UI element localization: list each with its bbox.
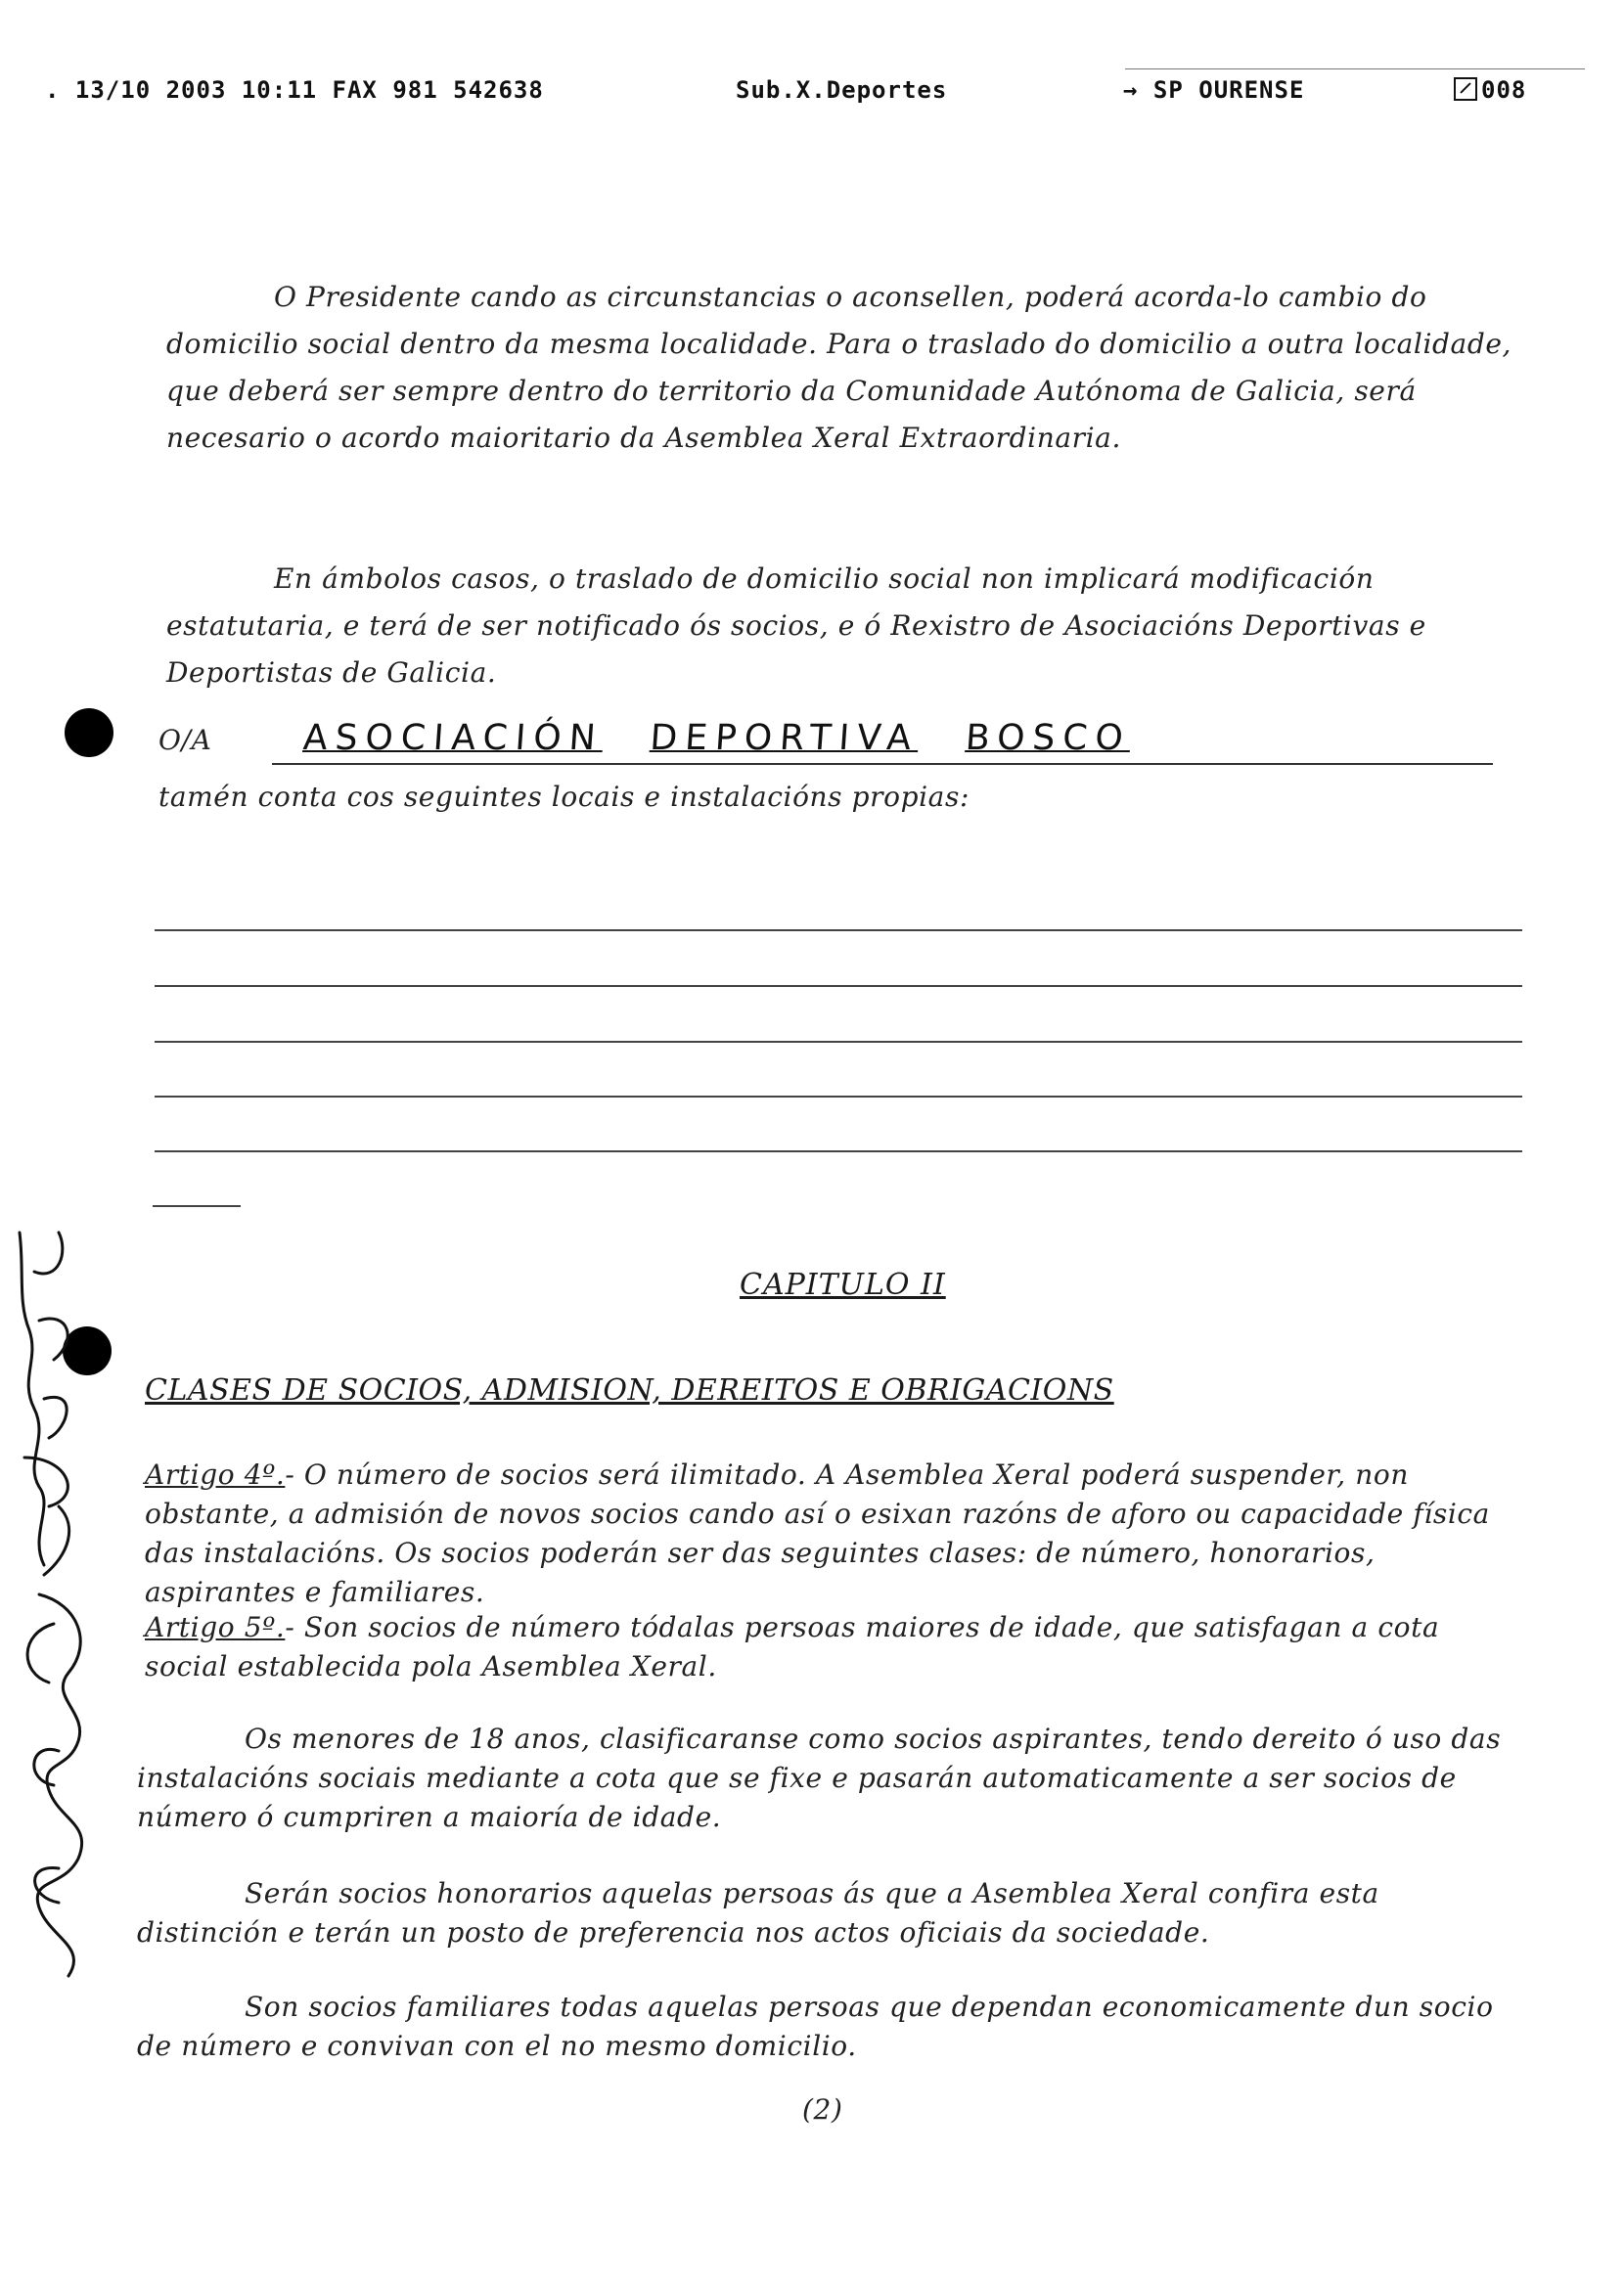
article-4 — [145, 1456, 1514, 1612]
header-rule — [1125, 68, 1585, 69]
blank-line — [155, 929, 1522, 931]
page-number: (2) — [802, 2093, 843, 2126]
paragraph-menores — [137, 1720, 1516, 1837]
paragraph-1-text: O Presidente cando as circunstancias o aconsellen, poderá acorda-lo cambio do domicilio social dentro da mesma localidade. Para o traslado do domicilio a outra localidade, que deberá ser sempre dentro do territorio da Comunidade Autónoma de Galicia, será necesario o acordo maioritario da Asemblea Xeral Extraordinaria. — [166, 281, 1512, 454]
fax-datetime: . 13/10 2003 10:11 FAX 981 542638 — [45, 76, 544, 104]
article-4-text: - O número de socios será ilimitado. A Asemblea Xeral poderá suspender, non obstante, a admisión de novos socios cando así o esixan razóns de aforo ou capacidade física das instalacións. Os socios poderán ser das seguintes clases: de número, honorarios, aspirantes e familiares. — [145, 1458, 1490, 1608]
article-5 — [145, 1608, 1514, 1686]
menores-text: Os menores de 18 anos, clasificaranse como socios aspirantes, tendo dereito ó uso das instalacións sociais mediante a cota que se fixe e pasarán automaticamente a ser socios de número ó cumpriren a maioría de idade. — [137, 1723, 1502, 1833]
article-5-label: Artigo 5º. — [145, 1611, 286, 1643]
oa-fill-line — [272, 763, 1493, 765]
article-4-label: Artigo 4º. — [145, 1458, 286, 1491]
article-5-text: - Son socios de número tódalas persoas maiores de idade, que satisfagan a cota social establecida pola Asemblea Xeral. — [145, 1611, 1440, 1682]
familiares-text: Son socios familiares todas aquelas persoas que dependan economicamente dun socio de número e convivan con el no mesmo domicilio. — [137, 1991, 1494, 2062]
blank-line — [155, 1041, 1522, 1043]
blank-line — [155, 1150, 1522, 1152]
margin-signature-lower — [0, 1585, 127, 1996]
paragraph-honorarios — [137, 1874, 1516, 1952]
paragraph-2-text: En ámbolos casos, o traslado de domicilio social non implicará modificación estatutaria, e terá de ser notificado ós socios, e ó Rexistro de Asociacións Deportivas e Deportistas de Galicia. — [166, 562, 1426, 689]
paragraph-traslado — [166, 556, 1546, 696]
paragraph-familiares — [137, 1988, 1516, 2066]
oa-word-2: DEPORTIVA — [649, 718, 921, 758]
oa-word-3: BOSCO — [964, 718, 1133, 758]
margin-signature-upper — [0, 1213, 108, 1604]
fax-page-value: 008 — [1481, 76, 1527, 104]
blank-line — [155, 1096, 1522, 1098]
oa-handwritten-name — [302, 718, 1180, 758]
fax-sender: Sub.X.Deportes — [736, 76, 948, 104]
fax-recipient: → SP OURENSE — [1123, 76, 1305, 104]
fax-page-number — [1454, 76, 1526, 104]
paragraph-domicilio — [166, 274, 1546, 462]
oa-word-1: ASOCIACIÓN — [301, 718, 606, 758]
oa-label: O/A — [158, 724, 212, 756]
chapter-heading: CLASES DE SOCIOS, ADMISION, DEREITOS E OBRIGACIONS — [145, 1373, 1114, 1408]
fax-checkbox-icon — [1454, 77, 1477, 101]
blank-line-short — [153, 1205, 241, 1207]
blank-line — [155, 985, 1522, 987]
chapter-title: CAPITULO II — [740, 1268, 946, 1302]
punch-hole-icon — [65, 708, 113, 757]
tamen-text: tamén conta cos seguintes locais e instalacións propias: — [158, 781, 970, 813]
honorarios-text: Serán socios honorarios aquelas persoas ás que a Asemblea Xeral confira esta distinción e terán un posto de preferencia nos actos oficiais da sociedade. — [137, 1877, 1379, 1949]
